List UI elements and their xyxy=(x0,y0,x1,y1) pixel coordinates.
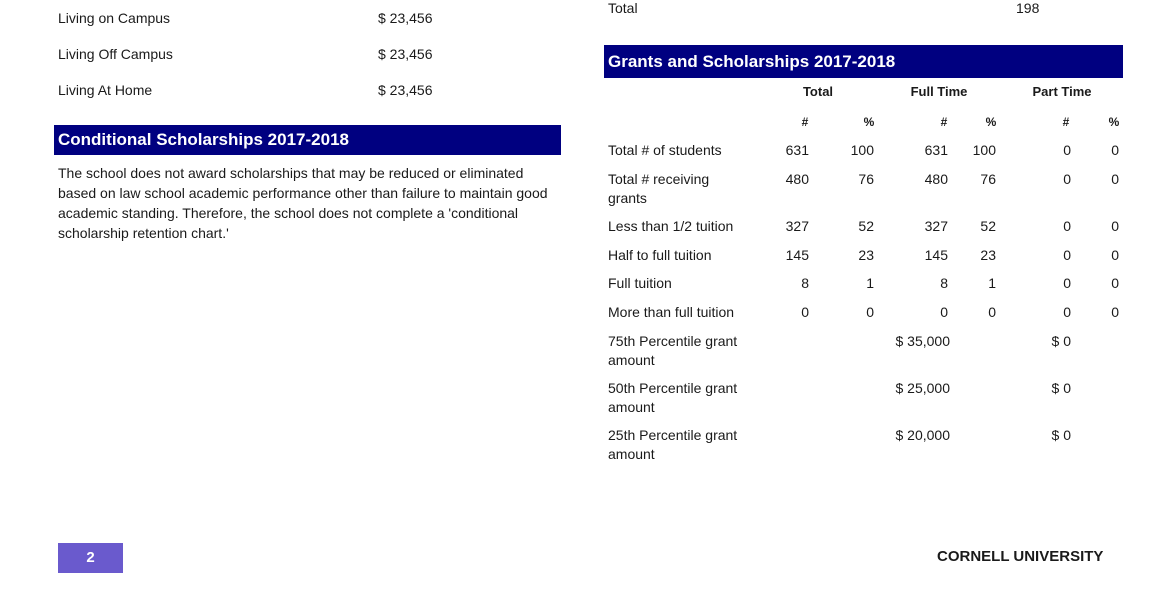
table-cell: 145 xyxy=(924,247,948,263)
row-label: Total # of students xyxy=(608,142,722,158)
table-cell: 0 xyxy=(1063,247,1071,263)
living-off-campus-value: $ 23,456 xyxy=(378,46,433,62)
table-cell: 0 xyxy=(801,304,809,320)
subhead-total-count: # xyxy=(801,115,809,129)
percentile-50-full-time: $ 25,000 xyxy=(895,380,950,396)
percentile-25-label: 25th Percentile grant amount xyxy=(608,427,738,462)
table-cell: 0 xyxy=(1111,218,1119,234)
table-cell: 100 xyxy=(972,142,996,158)
living-off-campus-label: Living Off Campus xyxy=(58,46,173,62)
table-cell: 0 xyxy=(1063,142,1071,158)
group-header-full-time: Full Time xyxy=(910,84,968,99)
table-cell: 0 xyxy=(866,304,874,320)
table-cell: 327 xyxy=(785,218,809,234)
living-at-home-label: Living At Home xyxy=(58,82,153,98)
percentile-25-full-time: $ 20,000 xyxy=(895,427,950,443)
row-label: Full tuition xyxy=(608,275,672,291)
table-cell: 1 xyxy=(988,275,996,291)
grants-scholarships-header: Grants and Scholarships 2017-2018 xyxy=(604,45,1123,78)
table-cell: 327 xyxy=(924,218,948,234)
table-cell: 480 xyxy=(924,171,948,187)
subhead-full-time-percent: % xyxy=(985,115,997,129)
conditional-scholarships-header: Conditional Scholarships 2017-2018 xyxy=(54,125,561,155)
table-cell: 0 xyxy=(1063,171,1071,187)
table-cell: 23 xyxy=(980,247,996,263)
table-cell: 23 xyxy=(858,247,874,263)
footer-school-name: CORNELL UNIVERSITY xyxy=(937,548,1104,565)
row-label: Half to full tuition xyxy=(608,247,712,263)
table-cell: 0 xyxy=(1063,304,1071,320)
table-cell: 52 xyxy=(858,218,874,234)
table-cell: 52 xyxy=(980,218,996,234)
living-at-home-value: $ 23,456 xyxy=(378,82,433,98)
page-number-badge: 2 xyxy=(58,543,123,573)
subhead-part-time-percent: % xyxy=(1108,115,1120,129)
percentile-75-label: 75th Percentile grant amount xyxy=(608,333,738,368)
group-header-part-time: Part Time xyxy=(1032,84,1092,99)
group-header-total: Total xyxy=(802,84,834,99)
percentile-25-part-time: $ 0 xyxy=(1051,427,1071,443)
percentile-75-part-time: $ 0 xyxy=(1051,333,1071,349)
table-cell: 8 xyxy=(940,275,948,291)
percentile-50-part-time: $ 0 xyxy=(1051,380,1071,396)
percentile-50-label: 50th Percentile grant amount xyxy=(608,380,738,415)
table-cell: 0 xyxy=(1111,304,1119,320)
table-cell: 100 xyxy=(850,142,874,158)
table-cell: 0 xyxy=(1111,171,1119,187)
table-cell: 0 xyxy=(988,304,996,320)
row-label: Less than 1/2 tuition xyxy=(608,218,734,234)
conditional-scholarships-text: The school does not award scholarships that may be reduced or eliminated based on law school academic performance other than failure to maintain good academic standing. Therefore, the school does not complete a 'conditional scholarship retention chart.' xyxy=(58,165,548,241)
table-cell: 76 xyxy=(858,171,874,187)
table-cell: 0 xyxy=(940,304,948,320)
table-cell: 0 xyxy=(1111,275,1119,291)
table-cell: 0 xyxy=(1063,218,1071,234)
table-cell: 76 xyxy=(980,171,996,187)
table-cell: 480 xyxy=(785,171,809,187)
table-cell: 631 xyxy=(785,142,809,158)
top-total-label: Total xyxy=(608,0,638,16)
table-cell: 145 xyxy=(785,247,809,263)
living-on-campus-value: $ 23,456 xyxy=(378,10,433,26)
table-cell: 0 xyxy=(1063,275,1071,291)
table-cell: 1 xyxy=(866,275,874,291)
percentile-75-full-time: $ 35,000 xyxy=(895,333,950,349)
row-label: Total # receiving grants xyxy=(608,171,710,206)
subhead-full-time-count: # xyxy=(940,115,948,129)
table-cell: 8 xyxy=(801,275,809,291)
subhead-total-percent: % xyxy=(863,115,875,129)
table-cell: 631 xyxy=(924,142,948,158)
table-cell: 0 xyxy=(1111,247,1119,263)
subhead-part-time-count: # xyxy=(1062,115,1070,129)
top-total-value: 198 xyxy=(1016,0,1040,16)
row-label: More than full tuition xyxy=(608,304,735,320)
living-on-campus-label: Living on Campus xyxy=(58,10,171,26)
table-cell: 0 xyxy=(1111,142,1119,158)
